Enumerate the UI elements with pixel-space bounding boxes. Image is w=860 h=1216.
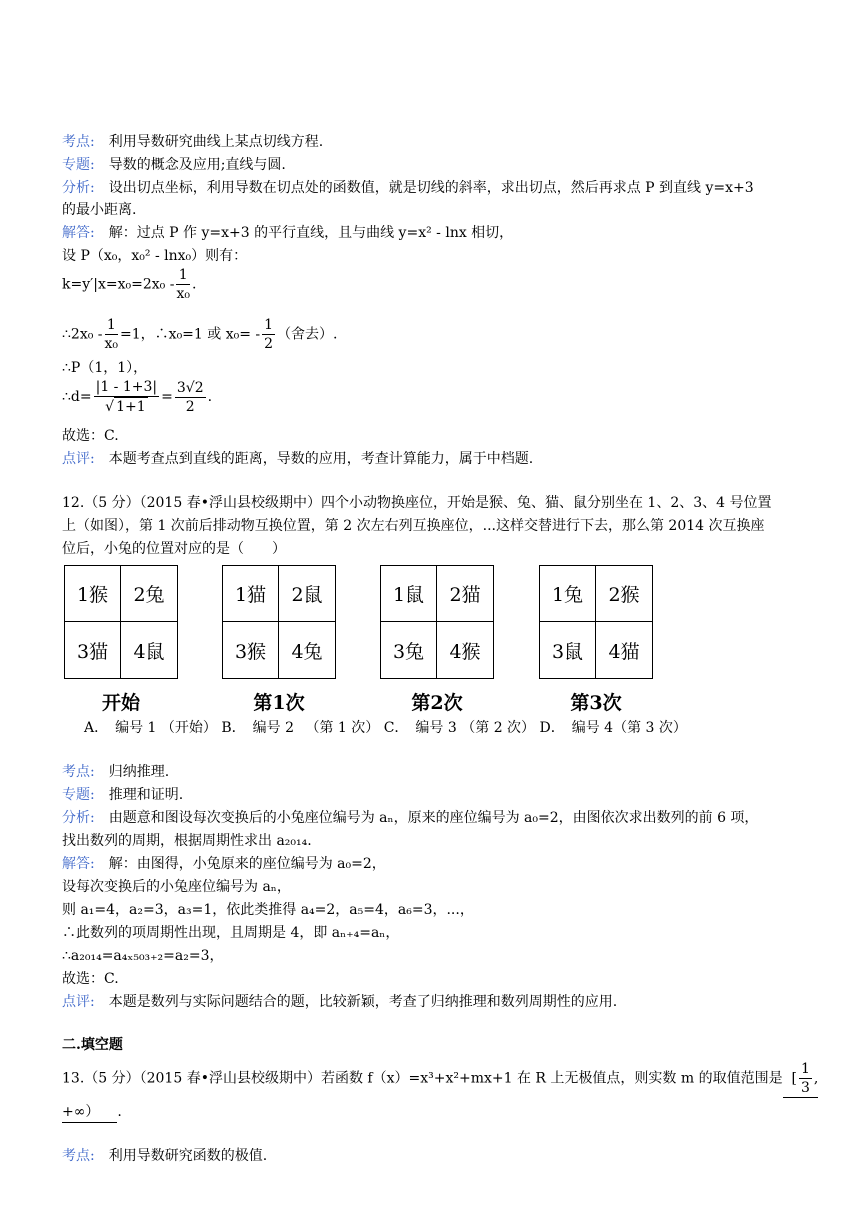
frac-num: 3√2 [176, 379, 204, 396]
q13-answer-line [62, 1102, 122, 1123]
label-fenxi: 分析: [62, 180, 95, 196]
label-dianping: 点评: [62, 451, 95, 467]
q12-jieda-5: ∴a₂₀₁₄=a₄ₓ₅₀₃₊₂=a₂=3， [62, 948, 224, 964]
fraction-1-over-x0-b [105, 316, 119, 353]
seat-cell: 4兔 [291, 640, 323, 663]
frac-num: |1 - 1+3| [95, 379, 158, 395]
q12-jieda-1: 解：由图得，小兔原来的座位编号为 a₀=2， [108, 856, 386, 872]
q11-fenxi-line [62, 178, 754, 198]
answer-bracket: [ [791, 1070, 797, 1087]
q12-fenxi-2: 找出数列的周期，根据周期性求出 a₂₀₁₄. [62, 833, 312, 849]
q11-fenxi-1: 设出切点坐标，利用导数在切点处的函数值，就是切线的斜率，求出切点，然后再求点 P 到直线 y=x+3 [108, 180, 754, 196]
q13-stem: 13.（5 分）（2015 春•浮山县校级期中）若函数 f（x）=x³+x²+mx+1 在 R 上无极值点，则实数 m 的取值范围是 [62, 1070, 783, 1087]
q12-zhuanti: 推理和证明. [108, 787, 184, 803]
q12-jieda-3: 则 a₁=4，a₂=3，a₃=1，依此类推得 a₄=2，a₅=4，a₆=3，...， [62, 902, 474, 918]
label-kaodian: 考点: [62, 764, 95, 780]
q12-zhuanti-line [62, 785, 183, 805]
q11-dianping: 本题考查点到直线的距离，导数的应用，考查计算能力，属于中档题. [108, 451, 534, 467]
seat-grid-start [64, 565, 178, 679]
q13-answer-blank [783, 1060, 819, 1098]
q12-options: A． 编号 1 （开始） B． 编号 2 （第 1 次） C． 编号 3 （第 2 次） D． 编号 4（第 3 次） [84, 720, 687, 736]
q11-guxuan: 故选：C. [62, 428, 119, 444]
q11-jieda-2: 设 P（x₀，x₀² - lnx₀）则有： [62, 248, 248, 264]
seat-cell: 3猴 [223, 622, 279, 678]
q13-end: . [117, 1104, 122, 1120]
grid-caption: 第1次 [253, 692, 305, 714]
seat-cell: 2鼠 [279, 566, 335, 622]
frac-num: 1 [176, 266, 190, 285]
q11-jieda-6a: ∴d= [62, 389, 92, 405]
q11-jieda-4c: （舍去）. [277, 326, 338, 343]
q12-jieda-4: ∴此数列的项周期性出现，且周期是 4，即 aₙ₊₄=aₙ， [62, 925, 400, 941]
label-zhuanti: 专题: [62, 787, 95, 803]
seat-cell: 2兔 [121, 566, 177, 622]
q12-jieda-2: 设每次变换后的小兔座位编号为 aₙ， [62, 879, 291, 895]
q11-zhuanti-line [62, 155, 286, 175]
q12-kaodian: 归纳推理. [108, 764, 170, 780]
fraction-half [262, 316, 275, 353]
label-jieda: 解答: [62, 225, 95, 241]
fraction-distance [94, 378, 160, 416]
q11-fenxi-2: 的最小距离. [62, 202, 137, 218]
frac-num: 1 [264, 317, 274, 333]
q12-fenxi-1: 由题意和图设每次变换后的小兔座位编号为 aₙ，原来的座位编号为 a₀=2，由图依次求出数列的前 6 项， [108, 810, 759, 826]
seat-cell: 3兔 [381, 622, 437, 678]
q12-stem-3: 位后，小兔的位置对应的是（ ） [62, 541, 286, 557]
q12-fenxi-line [62, 808, 758, 828]
seat-grid-2 [380, 565, 494, 679]
label-kaodian: 考点: [62, 1148, 95, 1164]
seat-cell: 3猫 [65, 622, 121, 678]
q12-jieda-line [62, 854, 386, 874]
seat-cell: 2猴 [596, 566, 652, 622]
q13-kaodian: 利用导数研究函数的极值. [108, 1148, 268, 1164]
seat-cell: 4猴 [449, 640, 481, 663]
label-jieda: 解答: [62, 856, 95, 872]
section-heading: 二.填空题 [62, 1037, 123, 1053]
seat-cell: 1猴 [65, 566, 121, 622]
frac-num: 1 [800, 1061, 810, 1077]
frac-den: 2 [185, 398, 195, 415]
q11-jieda-5: ∴P（1，1）， [62, 360, 148, 376]
q11-jieda-4b: =1，∴x₀=1 或 x₀= - [120, 326, 261, 343]
q11-jieda-4a: ∴2x₀ - [62, 326, 103, 343]
q12-dianping: 本题是数列与实际问题结合的题，比较新颖，考查了归纳推理和数列周期性的应用. [108, 994, 618, 1010]
seat-cell: 1猫 [223, 566, 279, 622]
fraction-result [175, 379, 206, 416]
label-fenxi: 分析: [62, 810, 95, 826]
grid-caption: 开始 [101, 692, 140, 714]
q11-jieda-6-line: ∴d= $\frac{|1 - 1+3|}{√ 1+1}$ = $\frac{3√2}{2}$ . [62, 379, 213, 415]
seat-cell: 1鼠 [381, 566, 437, 622]
seat-cell: 4猫 [608, 640, 640, 663]
frac-num: 1 [105, 316, 119, 335]
seat-cell: 3鼠 [540, 622, 596, 678]
fraction-1-over-x0 [176, 266, 190, 303]
q11-zhuanti: 导数的概念及应用;直线与圆. [108, 157, 286, 173]
q12-kaodian-line [62, 762, 169, 782]
seat-cell: 2猫 [437, 566, 493, 622]
frac-den: x₀ [104, 336, 119, 352]
q11-kaodian-line [62, 132, 323, 152]
seat-cell: 1兔 [540, 566, 596, 622]
q13-stem-line [62, 1060, 818, 1098]
label-dianping: 点评: [62, 994, 95, 1010]
q12-stem-2: 上（如图），第 1 次前后排动物互换位置，第 2 次左右列互换座位，...这样交替进行下去，那么第 2014 次互换座 [62, 518, 765, 534]
grid-caption: 第2次 [411, 692, 463, 714]
grid-caption: 第3次 [570, 692, 622, 714]
frac-den: x₀ [176, 286, 190, 302]
q11-kaodian: 利用导数研究曲线上某点切线方程. [108, 134, 324, 150]
q11-dianping-line [62, 449, 533, 469]
seat-grid-1 [222, 565, 336, 679]
label-kaodian: 考点: [62, 134, 95, 150]
q11-jieda-3: k=y′|x=x₀=2x₀ - [62, 276, 175, 293]
answer-infinity: +∞） [62, 1104, 100, 1120]
label-zhuanti: 专题: [62, 157, 95, 173]
q13-answer-blank-cont [62, 1102, 117, 1123]
q12-stem-1: 12.（5 分）（2015 春•浮山县校级期中）四个小动物换座位，开始是猴、兔、猫、鼠分别坐在 1、2、3、4 号位置 [62, 495, 772, 511]
frac-den: √ 1+1 [105, 399, 146, 415]
q11-jieda-line [62, 223, 513, 243]
fraction-one-third [799, 1060, 812, 1097]
sqrt-content: 1+1 [116, 399, 146, 415]
answer-comma: , [813, 1070, 819, 1087]
q12-dianping-line [62, 992, 617, 1012]
seat-grid-3 [539, 565, 653, 679]
q12-guxuan: 故选：C. [62, 971, 119, 987]
q11-jieda-3-line: k=y′|x=x₀=2x₀ - $\frac{1}{\text{x₀}}$ . [62, 267, 197, 302]
frac-den: 3 [800, 1080, 810, 1096]
q11-jieda-4-line [62, 316, 338, 353]
frac-den: 2 [264, 336, 274, 352]
q13-kaodian-line [62, 1146, 267, 1166]
q11-jieda-1: 解：过点 P 作 y=x+3 的平行直线，且与曲线 y=x² - lnx 相切， [108, 225, 514, 241]
seat-cell: 4鼠 [133, 640, 165, 663]
